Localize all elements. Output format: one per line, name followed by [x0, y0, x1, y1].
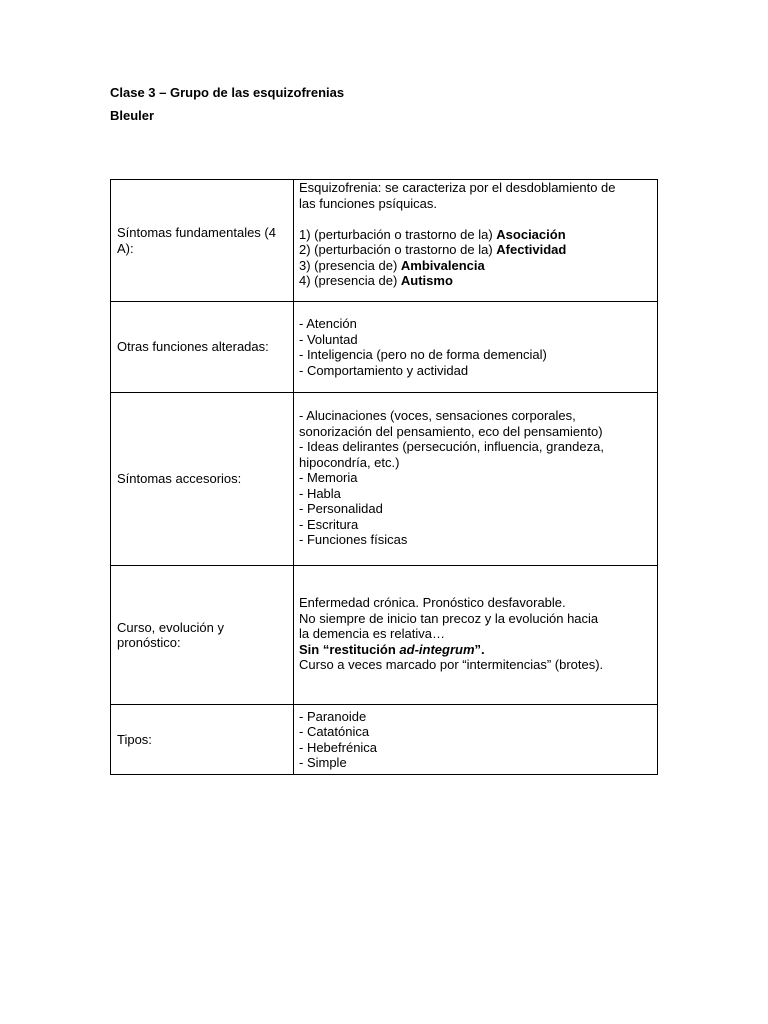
emphasis-before: Sin “restitución [299, 641, 400, 657]
item-term: Autismo [400, 273, 453, 288]
list-item [299, 242, 653, 258]
list-item: hipocondría, etc.) [299, 454, 400, 470]
emphasis-after: ”. [474, 641, 485, 657]
table-row [111, 302, 658, 393]
item-prefix: 4) (presencia de) [299, 273, 401, 288]
text-line: las funciones psíquicas. [299, 195, 438, 211]
row-label: Síntomas accesorios: [111, 393, 294, 566]
table-row [111, 566, 658, 705]
item-term: Ambivalencia [400, 257, 485, 273]
row-label: Síntomas fundamentales (4 A): [111, 180, 294, 302]
row-content [294, 705, 658, 775]
page-subtitle: Bleuler [110, 108, 155, 123]
list-item: - Memoria [299, 470, 358, 485]
list-item: - Personalidad [299, 501, 383, 516]
list-item [299, 227, 653, 243]
row-label: Curso, evolución y pronóstico: [111, 566, 294, 705]
text-line: la demencia es relativa… [299, 626, 445, 641]
list-item: - Habla [299, 485, 341, 501]
list-item: - Escritura [299, 516, 359, 532]
text-line: Esquizofrenia: se caracteriza por el desdoblamiento de [299, 180, 616, 195]
item-prefix: 3) (presencia de) [299, 257, 401, 273]
item-term: Afectividad [496, 242, 567, 257]
list-item: - Hebefrénica [299, 739, 378, 755]
row-content [294, 180, 658, 302]
list-item: - Ideas delirantes (persecución, influencia, grandeza, [299, 439, 604, 454]
list-item [299, 258, 653, 274]
page-title: Clase 3 – Grupo de las esquizofrenias [110, 85, 345, 100]
text-line: No siempre de inicio tan precoz y la evolución hacia [299, 610, 599, 626]
table-row [111, 705, 658, 775]
row-label: Otras funciones alteradas: [111, 302, 294, 393]
list-item: - Simple [299, 755, 347, 770]
row-content [294, 302, 658, 393]
list-item: - Inteligencia (pero no de forma demencial) [299, 347, 547, 362]
list-item: - Atención [299, 316, 357, 331]
list-item [299, 273, 653, 289]
list-item: - Catatónica [299, 724, 370, 739]
text-line: Curso a veces marcado por “intermitencias” (brotes). [299, 657, 604, 672]
table-row [111, 393, 658, 566]
item-prefix: 1) (perturbación o trastorno de la) [299, 226, 497, 242]
row-label: Tipos: [111, 705, 294, 775]
item-term: Asociación [496, 226, 566, 242]
list-item: - Funciones físicas [299, 532, 408, 547]
emphasis-italic: ad-integrum [399, 641, 475, 657]
list-item: sonorización del pensamiento, eco del pensamiento) [299, 423, 603, 439]
list-item: - Paranoide [299, 708, 367, 724]
summary-table [110, 179, 658, 775]
spacer [299, 211, 653, 227]
table-row [111, 180, 658, 302]
item-prefix: 2) (perturbación o trastorno de la) [299, 242, 497, 257]
list-item: - Alucinaciones (voces, sensaciones corporales, [299, 408, 576, 423]
row-content [294, 393, 658, 566]
list-item: - Comportamiento y actividad [299, 362, 469, 378]
text-line: Enfermedad crónica. Pronóstico desfavorable. [299, 595, 566, 610]
row-content [294, 566, 658, 705]
emphasis-line [299, 642, 653, 658]
list-item: - Voluntad [299, 331, 358, 347]
